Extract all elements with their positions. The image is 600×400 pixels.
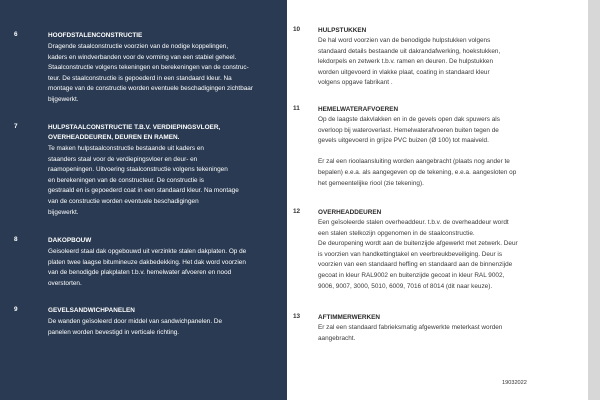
section-body: Te maken hulpstaalconstructie bestaande uit kaders en staanders staal voor de verdiepingsvloer en deur- en raamopeningen. Uitvoering staalconstructie volgens tekeningen en berekeningen van de constructeur. De constructie is gestraald en is gepoederd coat in een standaard kleur. Na montage van de constructie worden eventuele beschadigingen bijgewerkt. [48,145,239,216]
section-body: Er zal een standaard fabrieksmatig afgewerkte meterkast worden aangebracht. [318,324,503,342]
section-number: 8 [14,236,18,243]
section-title: HEMELWATERAFVOEREN [318,106,399,113]
document-code: 19032022 [502,380,527,386]
section-body: Een geïsoleerde stalen overheaddeur. t.b.v. de overheaddeur wordt een stalen stelkozijn opgenomen in de staalconstructie. De deuropening wordt aan de buitenzijde afgewerkt met zetwerk. Deur is voorzien van handkettingtakel en veerbreukbeveiliging. Deur is voorzien van een standaard heffing en standaard aan de binnenzijde gecoat in kleur RAL9002 en buitenzijde gecoat in kleur RAL 9002, 9006, 9007, 3000, 5010, 6009, 7016 of 8014 (dit naar keuze). [318,219,518,290]
section-body: Op de laagste dakvlakken en in de gevels open dak spuwers als overloop bij wateroverlast. Hemelwaterafvoeren buiten tegen de gevels uitgevoerd in grijze PVC buizen (Ø 100) tot maaiveld. Er zal een rioolaansluiting worden aangebracht (plaats nog ander te bepalen) e.e.a. als aangegeven op de tekening, e.e.a. aangesloten op het gemeentelijke riool (zie tekening). [318,116,517,187]
right-panel [287,0,588,400]
section-title: GEVELSANDWICHPANELEN [48,307,135,314]
section-title: HULPSTAALCONSTRUCTIE T.B.V. VERDIEPINGSVLOER, OVERHEADDEUREN, DEUREN EN RAMEN. [48,124,221,141]
section-title: DAKOPBOUW [48,237,92,244]
page-edge-strip [588,0,600,400]
section-number: 13 [293,313,301,320]
section-title: HOOFDSTALENCONSTRUCTIE [48,32,143,39]
left-panel [0,0,287,400]
section-title: OVERHEADDEUREN [318,209,382,216]
section-number: 7 [14,123,18,130]
section-title: HULPSTUKKEN [318,27,367,34]
section-number: 12 [293,208,301,215]
section-body: Geisoleerd staal dak opgebouwd uit verzinkte stalen dakplaten. Op de platen twee laagse bitumineuze dakbedekking. Het dak word voorzien van de benodigde plakplaten t.b.v. hemelwater afvoeren en nood overstorten. [48,248,247,287]
section-body: De hal word voorzien van de benodigde hulpstukken volgens standaard details bestaande uit dakrandafwerking, hoekstukken, lekdorpels en zetwerk t.b.v. ramen en deuren. De hulpstukken worden uitgevoerd in vlakke plaat, coating in standaard kleur volgens opgave fabrikant . [318,37,501,87]
section-number: 10 [293,26,301,33]
section-body: Dragende staalconstructie voorzien van de nodige koppelingen, kaders en windverbanden voor de vorming van een stabiel geheel. Staalconstructie volgens tekeningen en berekeningen van de construc- teur. De staalconstructie is gepoederd in een standaard kleur. Na montage van de constructie worden eventuele beschadigingen zichtbaar bijgewerkt. [48,43,253,103]
section-number: 9 [14,306,18,313]
section-title: AFTIMMERWERKEN [318,314,381,321]
section-number: 6 [14,31,18,38]
section-body: De wanden geïsoleerd door middel van sandwichpanelen. De panelen worden bevestigd in verticale richting. [48,318,223,336]
section-number: 11 [293,105,300,112]
